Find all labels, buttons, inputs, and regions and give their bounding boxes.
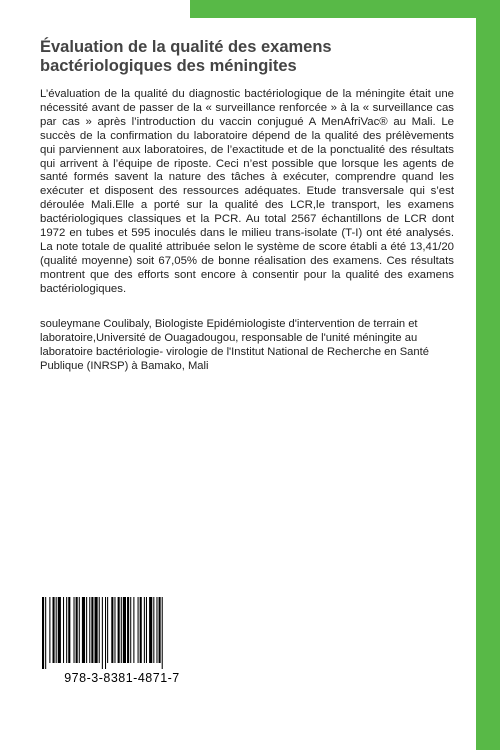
barcode-bar [63,597,64,663]
barcode-bar [130,597,131,663]
barcode-bar [79,597,80,663]
barcode-bar [53,597,55,663]
barcode-bar [133,597,134,663]
back-cover-text [40,38,454,297]
barcode-bar [105,597,106,669]
barcode-bar [153,597,154,663]
barcode-bar [86,597,87,663]
barcode-bar [66,597,67,663]
isbn-number: 978-3-8381-4871-7 [64,671,180,685]
barcode-bar [89,597,90,663]
barcode-bar [45,597,46,669]
barcode-image [38,597,206,669]
barcode-bar [49,597,50,663]
barcode-bar [74,597,75,663]
barcode-bar [144,597,145,663]
barcode-bar [149,597,152,663]
barcode-bar [42,597,44,669]
barcode-bar [159,597,161,663]
barcode-bar [95,597,98,663]
barcode-bar [107,597,108,663]
barcode-bar [121,597,122,663]
barcode-bar [76,597,78,663]
barcode-bar [138,597,139,663]
spine-green-band [476,0,500,750]
book-title: Évaluation de la qualité des examens bactériologiques des méningites [40,38,332,75]
barcode-bar [102,597,103,669]
barcode-bar [140,597,142,663]
barcode-bar [123,597,126,663]
barcode-bar [91,597,93,663]
top-green-band [190,0,500,18]
barcode-bar [99,597,100,663]
isbn-barcode [38,597,206,701]
barcode-bar [114,597,115,663]
barcode-bar [146,597,147,663]
barcode-bar [127,597,129,663]
barcode-bar [111,597,113,663]
barcode-bar [68,597,70,663]
barcode-bar [82,597,85,663]
barcode-bar [58,597,61,663]
author-biography: souleymane Coulibaly, Biologiste Epidémiologiste d'intervention de terrain et laboratoire,Université de Ouagadougou, responsable de l'unité méningite au laboratoire bactériologie- virologie de l'Institut National de Recherche en Santé Publique (INRSP) à Bamako, Mali [40,318,429,372]
barcode-bar [156,597,157,663]
barcode-bar [56,597,57,663]
barcode-bar [118,597,120,663]
book-abstract: L’évaluation de la qualité du diagnostic bactériologique de la méningite était une nécessité avant de passer de la « surveillance renforcée » à la « surveillance cas par cas » après l’introduction du vaccin conjugué A MenAfriVac® au Mali. Le succès de la confirmation du laboratoire dépend de la qualité des prélèvements qui parviennent aux laboratoires, de l’exactitude et de la ponctualité des résultats qui arrivent à l’équipe de riposte. Ceci n’est possible que lorsque les agents de santé formés savent la nature des tâches à exécuter, comprendre quand les exécuter et disposent des ressources adéquates. Etude transversale qui s’est déroulée Mali.Elle a porté sur la qualité des LCR,le transport, les examens bactériologiques classiques et la PCR. Au total 2567 échantillons de LCR dont 1972 en tubes et 595 inoculés dans le milieu trans-isolate (T-I) ont été analysés. La note totale de qualité attribuée selon le système de score établi a été 13,41/20 (qualité moyenne) soit 67,05% de bonne réalisation des examens. Ces résultats montrent que des efforts sont encore à consentir pour la qualité des examens bactériologiques. [40,88,454,295]
barcode-bar [162,597,163,669]
